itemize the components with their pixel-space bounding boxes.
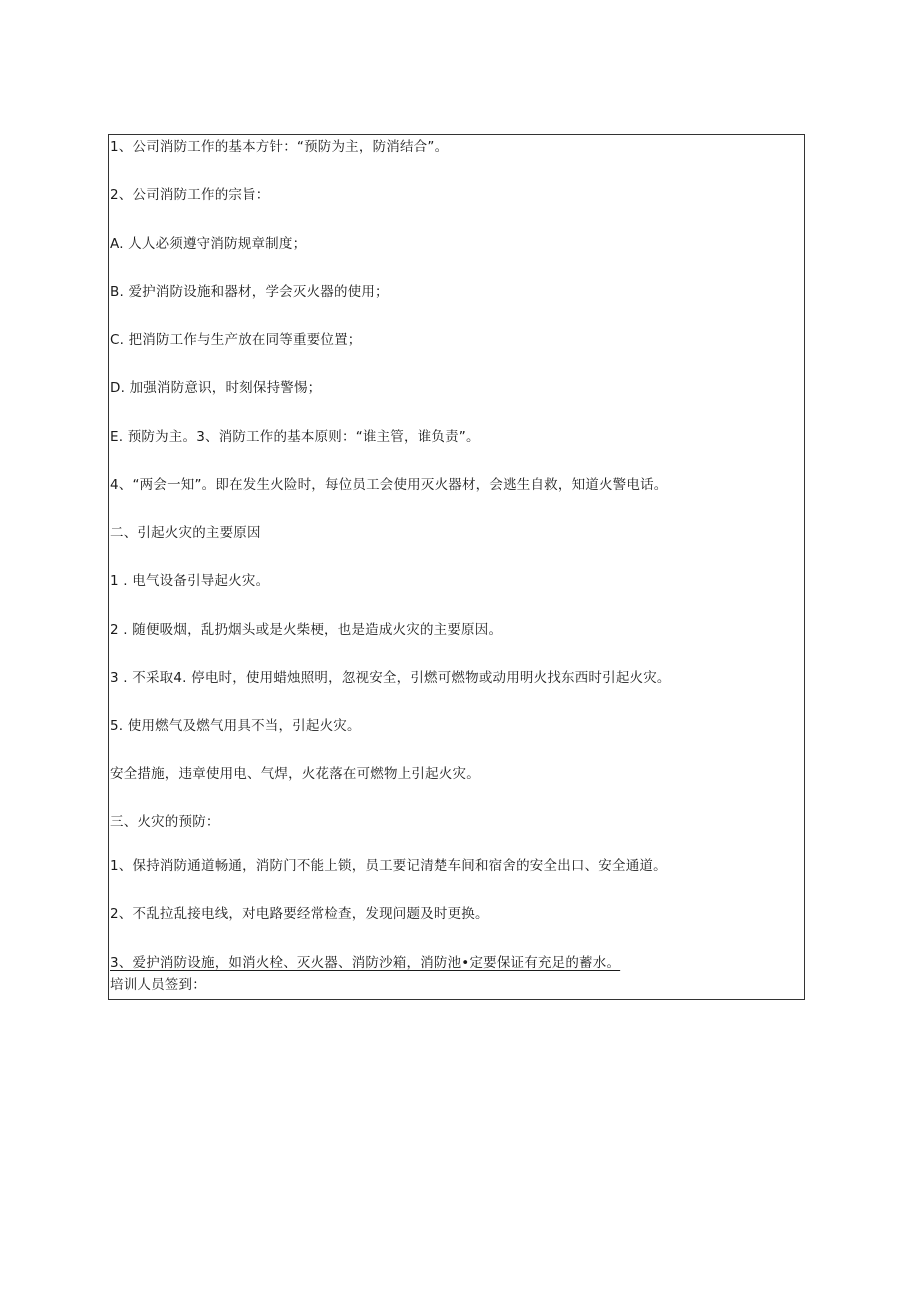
purpose-item-b: B. 爱护消防设施和器材，学会灭火器的使用； bbox=[110, 284, 389, 300]
purpose-item-c: C. 把消防工作与生产放在同等重要位置； bbox=[110, 332, 362, 348]
prevention-item-2: 2、不乱拉乱接电线，对电路要经常检查，发现问题及时更换。 bbox=[110, 906, 489, 922]
cause-item-1: 1 . 电气设备引导起火灾。 bbox=[110, 573, 270, 589]
trainee-signin-label: 培训人员签到： bbox=[110, 977, 206, 993]
purpose-heading: 2、公司消防工作的宗旨： bbox=[110, 187, 270, 203]
cause-item-2: 2 . 随便吸烟，乱扔烟头或是火柴梗，也是造成火灾的主要原因。 bbox=[110, 622, 503, 638]
prevention-heading: 三、火灾的预防： bbox=[110, 814, 220, 830]
prevention-item-3: 3、爱护消防设施，如消火栓、灭火器、消防沙箱，消防池•定要保证有充足的蓄水。 bbox=[110, 955, 621, 971]
cause-item-5: 5. 使用燃气及燃气用具不当，引起火灾。 bbox=[110, 718, 361, 734]
causes-heading: 二、引起火灾的主要原因 bbox=[110, 525, 261, 541]
two-one-line: 4、“两会一知”。即在发生火险时，每位员工会使用灭火器材，会逃生自救，知道火警电话。 bbox=[110, 477, 668, 493]
cause-item-3: 3 . 不采取4. 停电时，使用蜡烛照明，忽视安全，引燃可燃物或动用明火找东西时引起火灾。 bbox=[110, 670, 671, 686]
policy-line: 1、公司消防工作的基本方针：“预防为主，防消结合”。 bbox=[110, 139, 449, 155]
safety-measure-line: 安全措施，违章使用电、气焊，火花落在可燃物上引起火灾。 bbox=[110, 766, 480, 782]
purpose-item-e: E. 预防为主。3、消防工作的基本原则：“谁主管，谁负责”。 bbox=[110, 429, 480, 445]
purpose-item-a: A. 人人必须遵守消防规章制度； bbox=[110, 236, 307, 252]
prevention-item-1: 1、保持消防通道畅通，消防门不能上锁，员工要记清楚车间和宿舍的安全出口、安全通道。 bbox=[110, 858, 667, 874]
purpose-item-d: D. 加强消防意识，时刻保持警惕； bbox=[110, 380, 322, 396]
training-content-box bbox=[108, 134, 805, 1000]
